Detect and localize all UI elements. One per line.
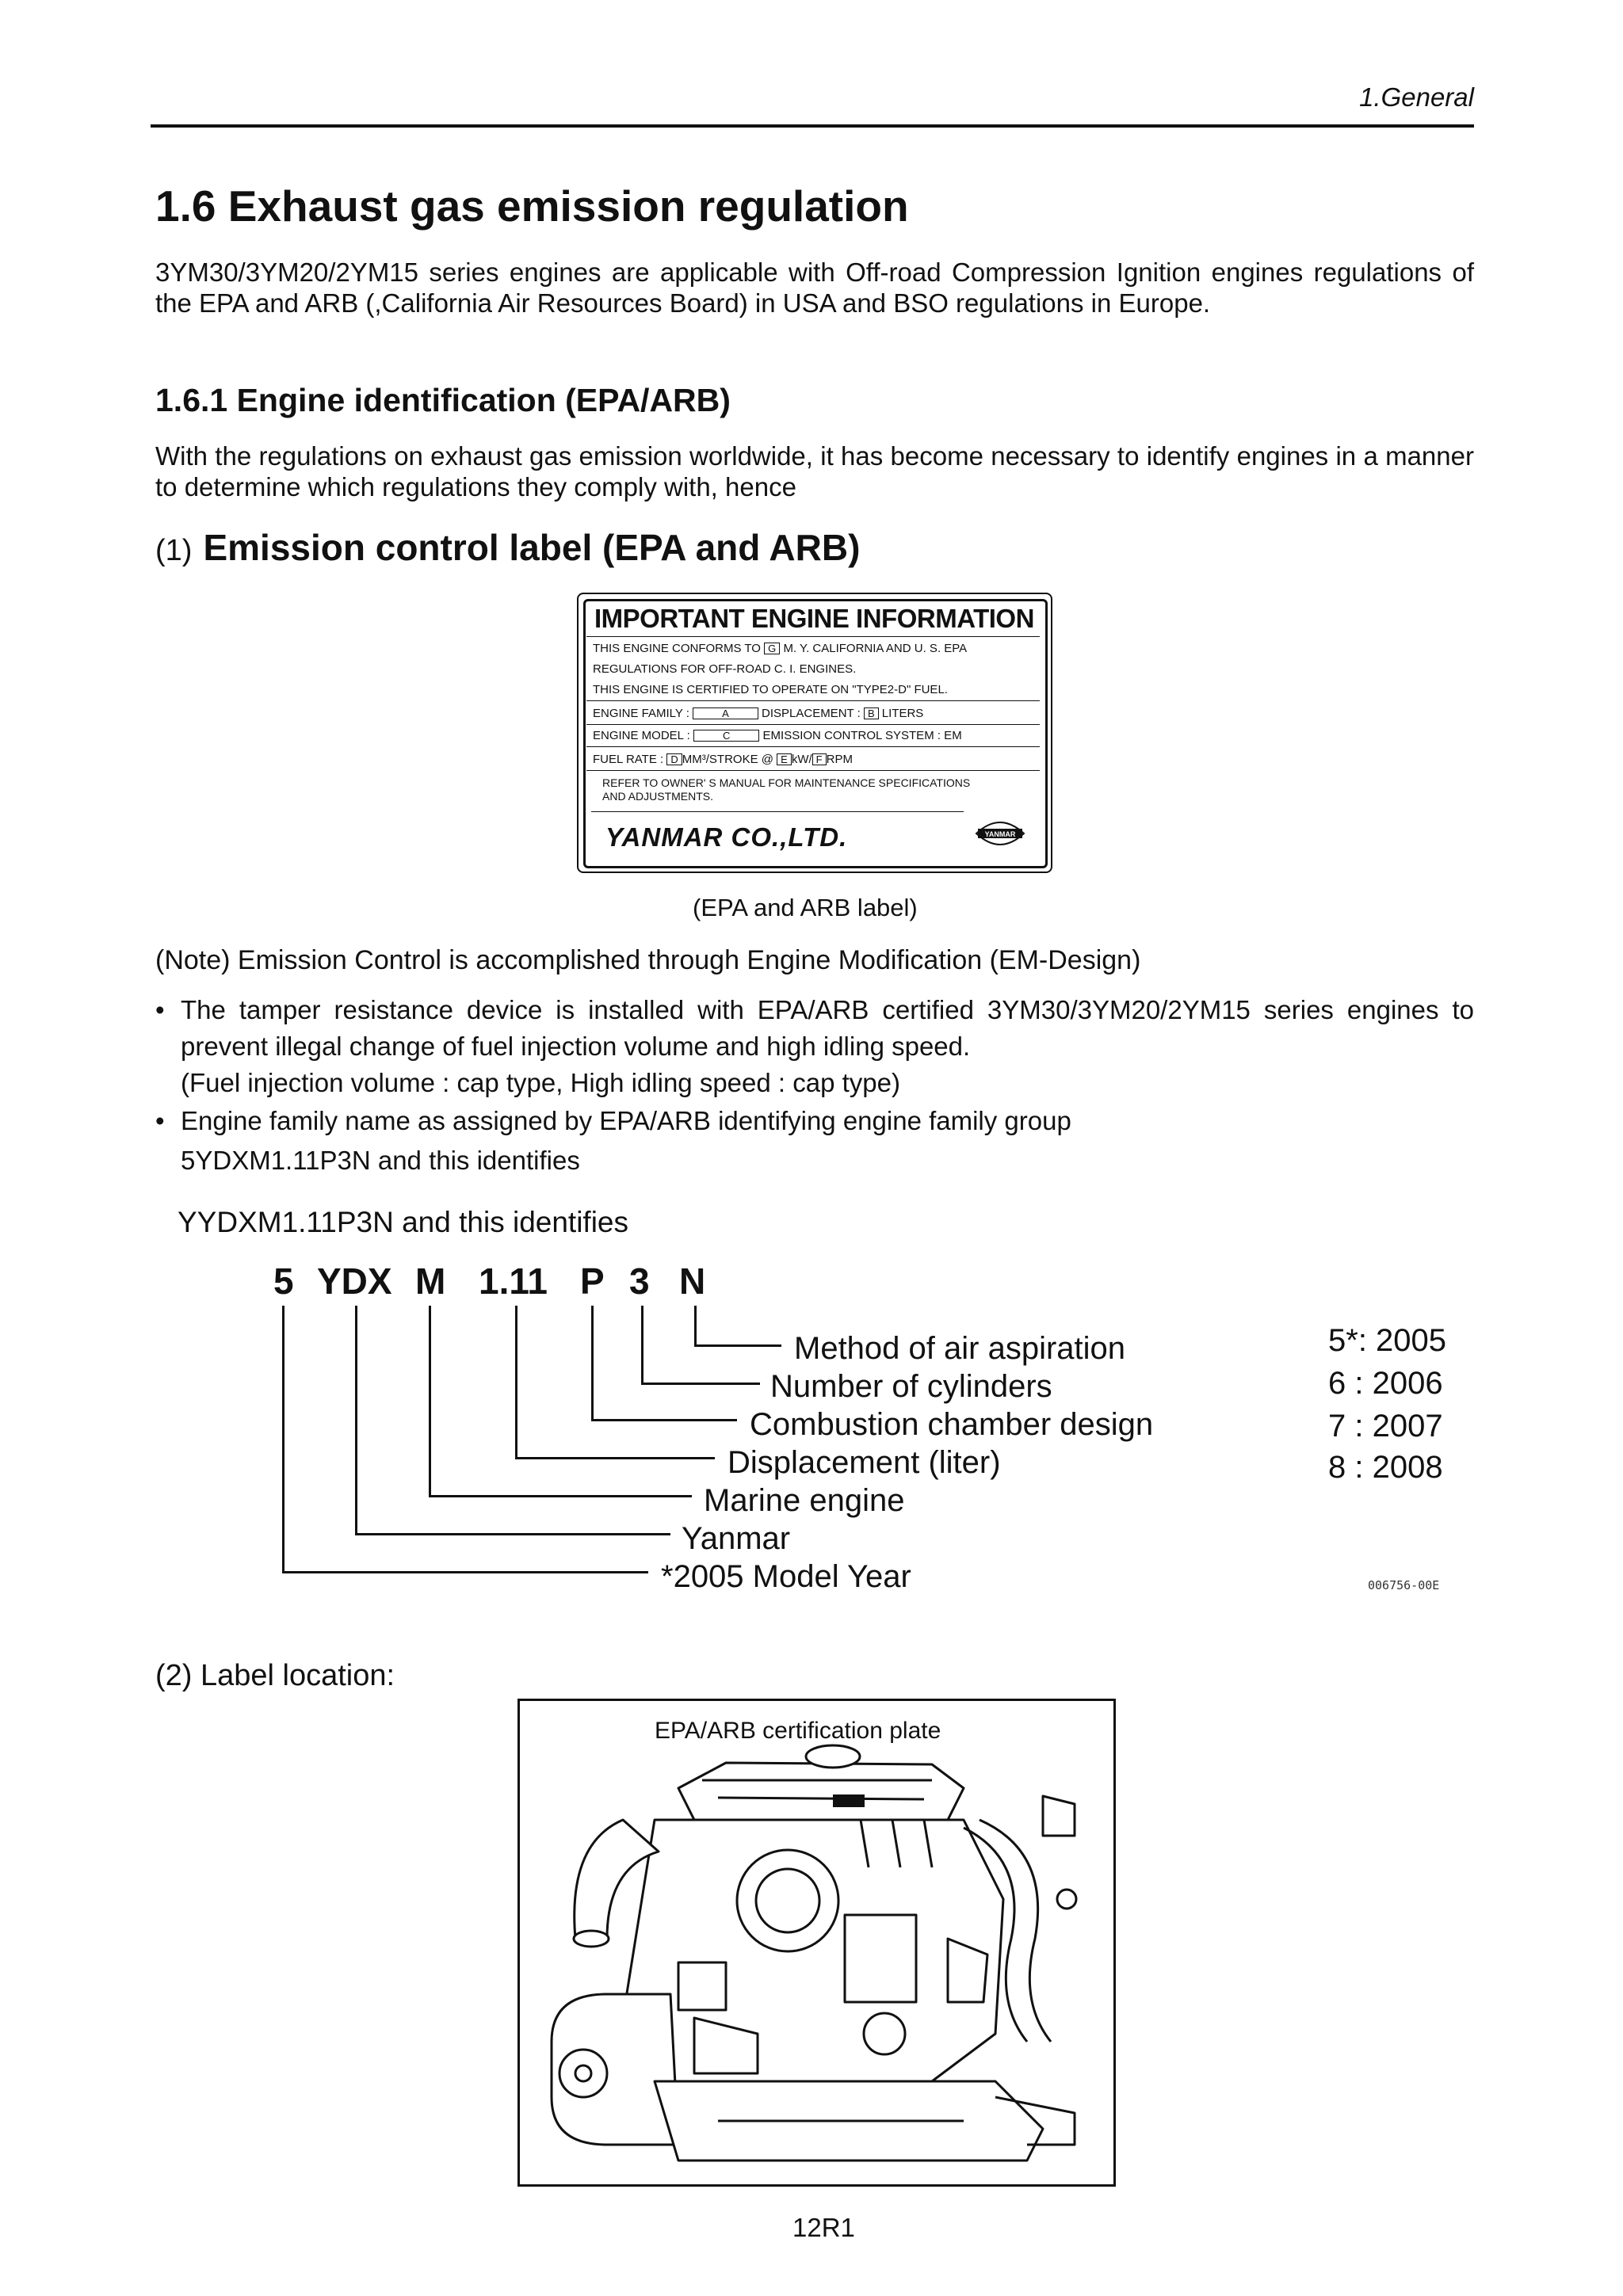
leader-line [591,1306,594,1420]
header-rule [151,124,1474,128]
label-cylinders: Number of cylinders [770,1369,1052,1404]
section-title: 1.6 Exhaust gas emission regulation [155,181,909,231]
label-caption: (EPA and ARB label) [693,894,918,921]
subsection-intro: With the regulations on exhaust gas emission worldwide, it has become necessary to identify engines in a manner to determine which regulations they comply with, hence [155,441,1474,502]
item1-heading [155,526,860,569]
label-air-aspiration: Method of air aspiration [794,1331,1126,1366]
item2-title: (2) Label location: [155,1659,395,1692]
yanmar-logo-icon [973,816,1027,851]
label-title: IMPORTANT ENGINE INFORMATION [594,604,1034,633]
code-combustion: P [580,1261,605,1302]
label-model-row: ENGINE MODEL : C EMISSION CONTROL SYSTEM : EM [593,729,962,742]
emission-note: (Note) Emission Control is accomplished through Engine Modification (EM-Design) [155,945,1141,975]
leader-line [591,1419,737,1421]
label-divider [586,724,1040,725]
label-box-a: A [693,707,758,719]
label-divider [586,700,1040,701]
item1-title: Emission control label (EPA and ARB) [203,527,861,568]
page-number: 12R1 [792,2213,855,2242]
code-cylinders: 3 [629,1261,650,1302]
leader-line [641,1383,760,1385]
chapter-header: 1.General [1359,82,1474,112]
item1-number: (1) [155,534,193,567]
code-displacement: 1.11 [479,1261,548,1302]
label-model-year: *2005 Model Year [661,1559,911,1594]
year-code: 7 : 2007 [1328,1409,1443,1444]
label-family-row: ENGINE FAMILY : A DISPLACEMENT : B LITERS [593,707,924,720]
label-company: YANMAR CO.,LTD. [605,822,848,852]
label-divider [586,746,1040,747]
label-fuel-row: FUEL RATE : D MM³/STROKE @ E kW/ F RPM [593,753,853,766]
label-marine: Marine engine [704,1483,905,1518]
label-refer-1: REFER TO OWNER' S MANUAL FOR MAINTENANCE SPECIFICATIONS [602,776,971,789]
label-line-2: REGULATIONS FOR OFF-ROAD C. I. ENGINES. [593,662,857,676]
leader-line [355,1306,357,1534]
diagram-heading: YYDXM1.11P3N and this identifies [178,1206,629,1238]
label-divider [586,770,1040,771]
code-year: 5 [273,1261,294,1302]
label-line-1: THIS ENGINE CONFORMS TO G M. Y. CALIFORNIA AND U. S. EPA [593,642,968,655]
label-box-e: E [777,753,792,765]
label-divider [586,636,1040,637]
leader-line [694,1344,781,1347]
code-marine: M [415,1261,446,1302]
year-code: 8 : 2008 [1328,1450,1443,1485]
label-box-c: C [693,730,759,742]
subsection-title: 1.6.1 Engine identification (EPA/ARB) [155,382,731,418]
code-aspiration: N [679,1261,706,1302]
leader-line [355,1533,670,1535]
code-yanmar: YDX [317,1261,392,1302]
label-line-3: THIS ENGINE IS CERTIFIED TO OPERATE ON "TYPE2-D" FUEL. [593,683,948,696]
label-box-d: D [666,753,682,765]
label-box-b: B [864,707,879,719]
label-box-g: G [764,643,780,654]
svg-text:YANMAR: YANMAR [984,830,1016,838]
label-yanmar: Yanmar [682,1521,791,1556]
leader-line [429,1495,692,1497]
bullet-tamper: • The tamper resistance device is installed with EPA/ARB certified 3YM30/3YM20/2YM15 series engines to prevent illegal change of fuel injection volume and high idling speed. (Fuel injection volume : cap type, High idling speed : cap type) [155,995,1474,1097]
label-refer-2: AND ADJUSTMENTS. [602,790,714,803]
leader-line [515,1457,715,1459]
photo-caption: EPA/ARB certification plate [655,1718,941,1744]
year-code: 6 : 2006 [1328,1366,1443,1401]
leader-line [282,1306,285,1572]
bullet-family: • Engine family name as assigned by EPA/ARB identifying engine family group 5YDXM1.11P3N and this identifies [155,1106,1071,1175]
leader-line [515,1306,517,1458]
leader-line [282,1571,648,1573]
leader-line [694,1306,697,1345]
label-combustion: Combustion chamber design [750,1407,1154,1442]
label-box-f: F [812,753,827,765]
label-divider [591,811,964,812]
section-intro: 3YM30/3YM20/2YM15 series engines are applicable with Off-road Compression Ignition engines regulations of the EPA and ARB (,California Air Resources Board) in USA and BSO regulations in Europe. [155,257,1474,318]
engine-illustration [520,1701,1109,2180]
figure-id: 006756-00E [1368,1578,1440,1592]
leader-line [429,1306,431,1496]
label-displacement: Displacement (liter) [727,1445,1001,1480]
leader-line [641,1306,643,1383]
year-code: 5*: 2005 [1328,1323,1447,1358]
